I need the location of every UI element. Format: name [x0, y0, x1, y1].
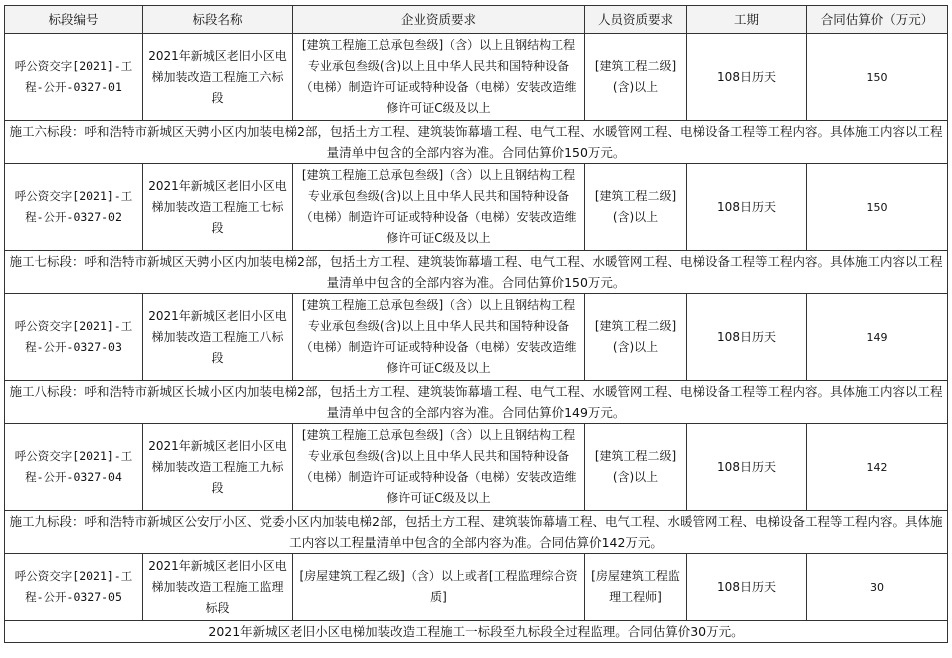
header-enterprise-qualification: 企业资质要求	[293, 6, 585, 34]
section-name: 2021年新城区老旧小区电梯加装改造工程施工八标段	[143, 294, 293, 381]
section-description: 施工七标段：呼和浩特市新城区天骋小区内加装电梯2部，包括土方工程、建筑装饰幕墙工程、电气工程、水暖管网工程、电梯设备工程等工程内容。具体施工内容以工程量清单中包含的全部内容为准。合同估算价150万元。	[5, 251, 948, 294]
enterprise-requirement: [建筑工程施工总承包叁级]（含）以上且钢结构工程专业承包叁级(含)以上且中华人民共和国特种设备（电梯）制造许可证或特种设备（电梯）安装改造维修许可证C级及以上	[293, 294, 585, 381]
enterprise-requirement: [建筑工程施工总承包叁级]（含）以上且钢结构工程专业承包叁级(含)以上且中华人民共和国特种设备（电梯）制造许可证或特种设备（电梯）安装改造维修许可证C级及以上	[293, 424, 585, 511]
table-row	[5, 554, 948, 621]
duration: 108日历天	[687, 164, 807, 251]
table-row	[5, 34, 948, 121]
section-code: 呼公资交字[2021]-工程-公开-0327-01	[5, 34, 143, 121]
personnel-requirement: [建筑工程二级](含)以上	[585, 424, 687, 511]
header-duration: 工期	[687, 6, 807, 34]
section-code: 呼公资交字[2021]-工程-公开-0327-02	[5, 164, 143, 251]
description-row	[5, 121, 948, 164]
bid-section-table-container	[4, 5, 948, 643]
section-name: 2021年新城区老旧小区电梯加装改造工程施工六标段	[143, 34, 293, 121]
personnel-requirement: [房屋建筑工程监理工程师]	[585, 554, 687, 621]
section-description: 施工六标段：呼和浩特市新城区天骋小区内加装电梯2部，包括土方工程、建筑装饰幕墙工程、电气工程、水暖管网工程、电梯设备工程等工程内容。具体施工内容以工程量清单中包含的全部内容为准。合同估算价150万元。	[5, 121, 948, 164]
personnel-requirement: [建筑工程二级](含)以上	[585, 294, 687, 381]
description-row	[5, 621, 948, 643]
header-section-code: 标段编号	[5, 6, 143, 34]
section-code: 呼公资交字[2021]-工程-公开-0327-03	[5, 294, 143, 381]
enterprise-requirement: [建筑工程施工总承包叁级]（含）以上且钢结构工程专业承包叁级(含)以上且中华人民共和国特种设备（电梯）制造许可证或特种设备（电梯）安装改造维修许可证C级及以上	[293, 164, 585, 251]
estimated-price: 149	[807, 294, 948, 381]
duration: 108日历天	[687, 294, 807, 381]
personnel-requirement: [建筑工程二级](含)以上	[585, 34, 687, 121]
duration: 108日历天	[687, 424, 807, 511]
section-description: 施工八标段：呼和浩特市新城区长城小区内加装电梯2部，包括土方工程、建筑装饰幕墙工程、电气工程、水暖管网工程、电梯设备工程等工程内容。具体施工内容以工程量清单中包含的全部内容为准。合同估算价149万元。	[5, 381, 948, 424]
header-section-name: 标段名称	[143, 6, 293, 34]
estimated-price: 150	[807, 164, 948, 251]
estimated-price: 142	[807, 424, 948, 511]
description-row	[5, 381, 948, 424]
header-estimated-price: 合同估算价（万元）	[807, 6, 948, 34]
section-code: 呼公资交字[2021]-工程-公开-0327-05	[5, 554, 143, 621]
section-description: 施工九标段：呼和浩特市新城区公安厅小区、党委小区内加装电梯2部，包括土方工程、建筑装饰幕墙工程、电气工程、水暖管网工程、电梯设备工程等工程内容。具体施工内容以工程量清单中包含的全部内容为准。合同估算价142万元。	[5, 511, 948, 554]
table-row	[5, 164, 948, 251]
section-name: 2021年新城区老旧小区电梯加装改造工程施工九标段	[143, 424, 293, 511]
section-name: 2021年新城区老旧小区电梯加装改造工程施工七标段	[143, 164, 293, 251]
section-code: 呼公资交字[2021]-工程-公开-0327-04	[5, 424, 143, 511]
enterprise-requirement: [房屋建筑工程乙级]（含）以上或者[工程监理综合资质]	[293, 554, 585, 621]
duration: 108日历天	[687, 34, 807, 121]
personnel-requirement: [建筑工程二级](含)以上	[585, 164, 687, 251]
duration: 108日历天	[687, 554, 807, 621]
description-row	[5, 251, 948, 294]
table-row	[5, 294, 948, 381]
header-row	[5, 6, 948, 34]
section-description: 2021年新城区老旧小区电梯加装改造工程施工一标段至九标段全过程监理。合同估算价30万元。	[5, 621, 948, 643]
bid-section-table	[4, 5, 948, 643]
estimated-price: 30	[807, 554, 948, 621]
section-name: 2021年新城区老旧小区电梯加装改造工程施工监理标段	[143, 554, 293, 621]
table-row	[5, 424, 948, 511]
description-row	[5, 511, 948, 554]
estimated-price: 150	[807, 34, 948, 121]
enterprise-requirement: [建筑工程施工总承包叁级]（含）以上且钢结构工程专业承包叁级(含)以上且中华人民共和国特种设备（电梯）制造许可证或特种设备（电梯）安装改造维修许可证C级及以上	[293, 34, 585, 121]
header-personnel-qualification: 人员资质要求	[585, 6, 687, 34]
